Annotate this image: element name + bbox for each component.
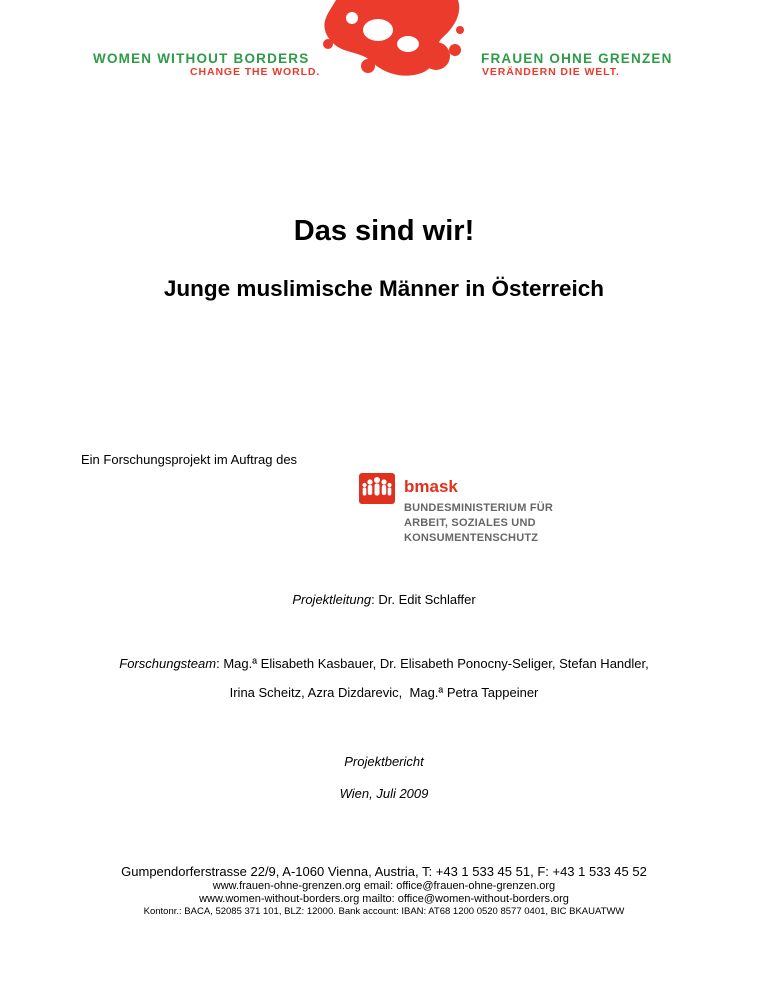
research-team-members-continued: Irina Scheitz, Azra Dizdarevic, Mag.ª Petra Tappeiner: [229, 685, 539, 700]
ministry-name-line: BUNDESMINISTERIUM FÜR: [404, 502, 554, 514]
page-title: Das sind wir!: [293, 215, 475, 247]
red-blob-logo-icon: [308, 0, 468, 82]
bmask-people-icon: [359, 473, 395, 504]
footer-address: Gumpendorferstrasse 22/9, A-1060 Vienna, Austria, T: +43 1 533 45 51, F: +43 1 533 45 52: [121, 864, 647, 879]
research-team-members: Mag.ª Elisabeth Kasbauer, Dr. Elisabeth Ponocny-Seliger, Stefan Handler,: [223, 656, 649, 671]
bmask-wordmark: bmask: [404, 477, 458, 496]
project-lead-label: Projektleitung: [292, 592, 372, 607]
page-subtitle: Junge muslimische Männer in Österreich: [163, 276, 605, 301]
project-lead-separator: :: [371, 592, 379, 607]
women-without-borders-tagline: CHANGE THE WORLD.: [190, 66, 321, 78]
commission-text: Ein Forschungsprojekt im Auftrag des: [81, 452, 298, 467]
footer-contact-women: www.women-without-borders.org mailto: office@women-without-borders.org: [199, 893, 569, 905]
research-team: [0, 656, 768, 671]
footer-contact-frauen: www.frauen-ohne-grenzen.org email: office@frauen-ohne-grenzen.org: [212, 880, 556, 892]
ministry-name-line: KONSUMENTENSCHUTZ: [404, 532, 539, 544]
frauen-ohne-grenzen-tagline: VERÄNDERN DIE WELT.: [482, 66, 620, 78]
ministry-name-line: ARBEIT, SOZIALES UND: [404, 517, 536, 529]
footer-bank-details: Kontonr.: BACA, 52085 371 101, BLZ: 12000. Bank account: IBAN: AT68 1200 0520 8577 0401, BIC BKAUATWW: [143, 906, 625, 917]
women-without-borders-logo-text: WOMEN WITHOUT BORDERS: [93, 51, 310, 66]
research-team-separator: :: [216, 656, 224, 671]
frauen-ohne-grenzen-logo-text: FRAUEN OHNE GRENZEN: [481, 51, 673, 66]
project-lead-name: Dr. Edit Schlaffer: [378, 592, 476, 607]
research-team-label: Forschungsteam: [119, 656, 217, 671]
report-date: Wien, Juli 2009: [339, 786, 429, 801]
project-lead: [0, 592, 768, 607]
report-type: Projektbericht: [344, 754, 424, 769]
